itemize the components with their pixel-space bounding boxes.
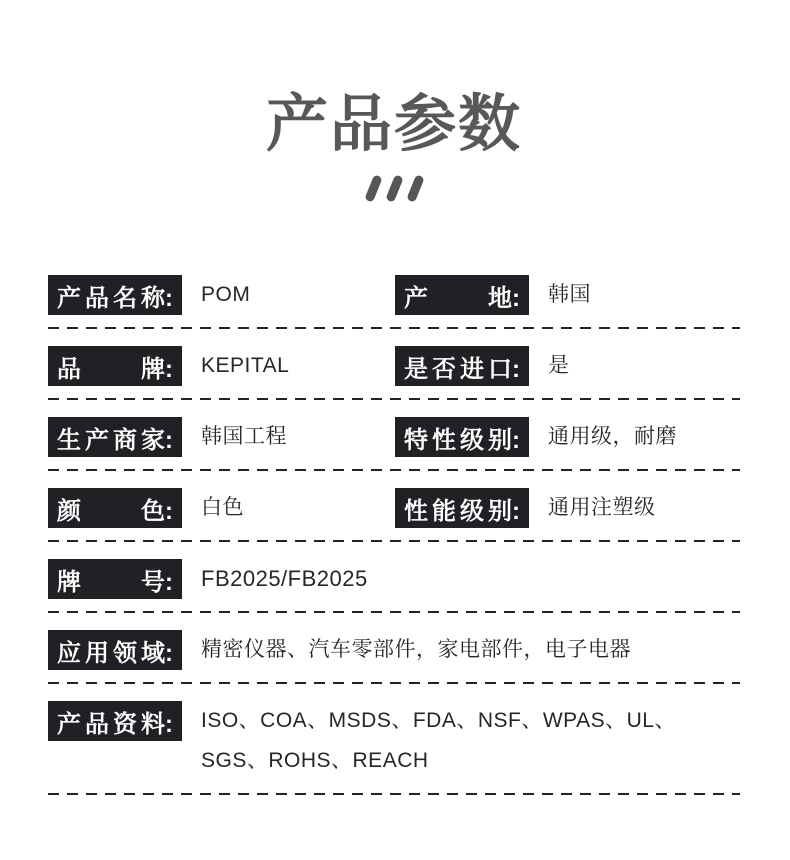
spec-label-char: 级: [460, 426, 484, 454]
spec-label-char: 域:: [141, 639, 173, 667]
spec-label-char: 进: [460, 355, 484, 383]
spec-cell: [48, 701, 740, 781]
spec-label-char: 级: [460, 497, 484, 525]
dashed-divider: [48, 327, 740, 329]
spec-cell: [395, 488, 740, 528]
spec-label-char: 色:: [141, 497, 173, 525]
slash-mark-icon: [385, 174, 403, 202]
dashed-divider: [48, 793, 740, 795]
spec-label-char: 性: [404, 497, 428, 525]
spec-label-char: 家:: [141, 426, 173, 454]
page-title: 产品参数: [265, 90, 522, 159]
spec-value: ISO、COA、MSDS、FDA、NSF、WPAS、UL、SGS、ROHS、REACH: [201, 709, 676, 773]
spec-cell: [48, 559, 740, 599]
dashed-divider: [48, 611, 740, 613]
spec-label-char: 牌:: [141, 355, 173, 383]
spec-value: 白色: [201, 496, 244, 520]
slash-mark-icon: [364, 174, 382, 202]
spec-label-char: 品: [85, 284, 109, 312]
spec-label-char: 料:: [141, 710, 173, 738]
spec-label: [48, 559, 182, 599]
spec-value: 通用级，耐磨: [548, 425, 677, 449]
spec-cell: [48, 488, 395, 528]
spec-label-char: 用: [85, 639, 109, 667]
spec-label-char: 颜: [57, 497, 81, 525]
spec-cell: [48, 630, 740, 670]
spec-label: [48, 346, 182, 386]
spec-label: [48, 275, 182, 315]
spec-label: [395, 417, 529, 457]
spec-label-char: 生: [57, 426, 81, 454]
spec-label-char: 产: [404, 284, 428, 312]
spec-label-char: 领: [113, 639, 137, 667]
spec-label: [395, 346, 529, 386]
spec-label-char: 商: [113, 426, 137, 454]
spec-value: 精密仪器、汽车零部件，家电部件，电子电器: [201, 638, 631, 662]
spec-value: 是: [548, 354, 570, 378]
slash-mark-icon: [406, 174, 424, 202]
spec-row: [48, 275, 740, 329]
spec-label-char: 产: [57, 710, 81, 738]
spec-value: 通用注塑级: [548, 496, 656, 520]
header: [48, 92, 740, 203]
spec-label-char: 产: [57, 284, 81, 312]
spec-label-char: 特: [404, 426, 428, 454]
spec-label-char: 否: [432, 355, 456, 383]
spec-label: [48, 417, 182, 457]
spec-row: [48, 630, 740, 684]
dashed-divider: [48, 398, 740, 400]
spec-label-char: 品: [57, 355, 81, 383]
spec-value: POM: [201, 283, 251, 307]
spec-row: [48, 417, 740, 471]
spec-label: [395, 275, 529, 315]
spec-label-char: 地:: [488, 284, 520, 312]
spec-label-char: 号:: [141, 568, 173, 596]
spec-value: KEPITAL: [201, 354, 290, 378]
spec-row: [48, 559, 740, 613]
triple-slash-quote-marks-icon: [48, 173, 740, 203]
spec-row: [48, 701, 740, 795]
spec-cell: [48, 346, 395, 386]
spec-label-char: 品: [85, 710, 109, 738]
spec-cell: [395, 275, 740, 315]
spec-label: [395, 488, 529, 528]
spec-label: [48, 488, 182, 528]
spec-label-char: 称:: [141, 284, 173, 312]
dashed-divider: [48, 540, 740, 542]
spec-cell: [48, 417, 395, 457]
spec-label-char: 口:: [488, 355, 520, 383]
spec-cell: [48, 275, 395, 315]
spec-value: 韩国工程: [201, 425, 287, 449]
spec-value: FB2025/FB2025: [201, 566, 368, 592]
spec-cell: [395, 417, 740, 457]
spec-label-char: 别:: [488, 497, 520, 525]
spec-label-char: 性: [432, 426, 456, 454]
spec-label-char: 应: [57, 639, 81, 667]
spec-label-char: 产: [85, 426, 109, 454]
spec-label-char: 牌: [57, 568, 81, 596]
spec-table: [48, 275, 740, 795]
spec-label-char: 别:: [488, 426, 520, 454]
spec-label-char: 是: [404, 355, 428, 383]
dashed-divider: [48, 469, 740, 471]
spec-label-char: 能: [432, 497, 456, 525]
dashed-divider: [48, 682, 740, 684]
spec-label: [48, 701, 182, 741]
spec-label-char: 资: [113, 710, 137, 738]
spec-label: [48, 630, 182, 670]
spec-cell: [395, 346, 740, 386]
spec-row: [48, 346, 740, 400]
spec-label-char: 名: [113, 284, 137, 312]
spec-row: [48, 488, 740, 542]
spec-value: 韩国: [548, 283, 591, 307]
